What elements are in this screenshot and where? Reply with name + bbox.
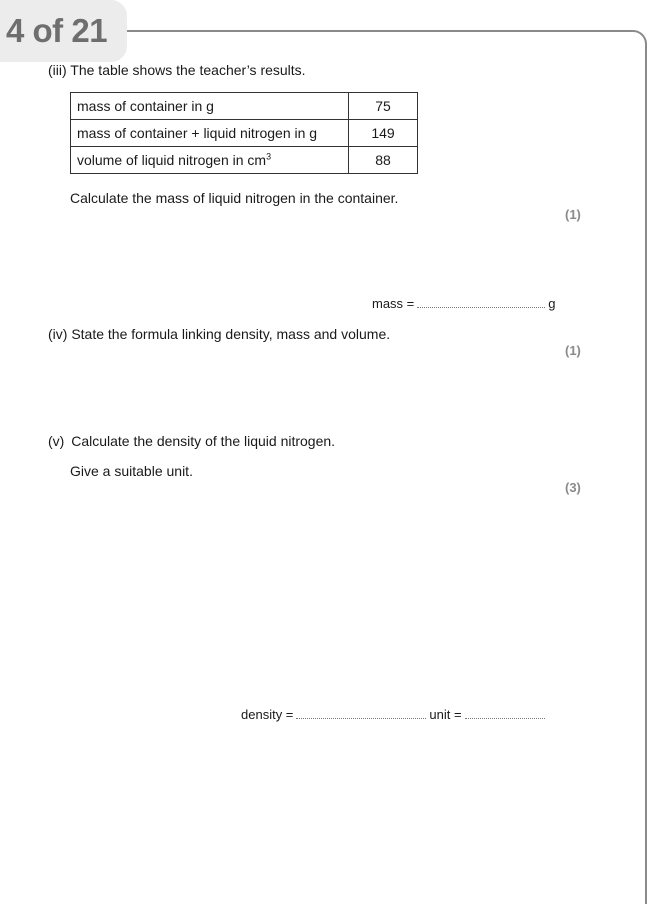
table-cell-value: 88 bbox=[349, 147, 418, 174]
part-v-marks: (3) bbox=[565, 480, 581, 495]
superscript-three: 3 bbox=[266, 151, 272, 162]
part-iv-question bbox=[48, 325, 390, 343]
mass-answer-line bbox=[372, 295, 556, 313]
unit-answer-field[interactable] bbox=[465, 717, 545, 719]
part-v-instruction: Give a suitable unit. bbox=[70, 463, 193, 479]
part-iv-question-text: State the formula linking density, mass and volume. bbox=[71, 326, 391, 342]
page-indicator: 4 of 21 bbox=[6, 12, 108, 49]
table-row bbox=[71, 120, 418, 147]
density-answer-line bbox=[241, 706, 548, 724]
table-cell-label bbox=[71, 147, 349, 174]
page-indicator-badge bbox=[0, 0, 127, 62]
part-iii-marks: (1) bbox=[565, 207, 581, 222]
density-answer-field[interactable] bbox=[296, 717, 426, 719]
table-cell-label-text: volume of liquid nitrogen in cm bbox=[77, 152, 267, 168]
density-answer-label: density = bbox=[241, 707, 294, 722]
part-iii-number: (iii) bbox=[48, 62, 67, 78]
table-cell-value: 75 bbox=[349, 93, 418, 120]
part-iii-intro-text: The table shows the teacher’s results. bbox=[70, 62, 306, 78]
part-iii-intro bbox=[48, 61, 306, 79]
table-cell-value: 149 bbox=[349, 120, 418, 147]
part-iv-number: (iv) bbox=[48, 326, 68, 342]
table-cell-label: mass of container + liquid nitrogen in g bbox=[71, 120, 349, 147]
table-row bbox=[71, 93, 418, 120]
part-iv-marks: (1) bbox=[565, 343, 581, 358]
mass-answer-field[interactable] bbox=[417, 306, 545, 308]
mass-answer-unit: g bbox=[548, 296, 556, 311]
part-v-question-text: Calculate the density of the liquid nitrogen. bbox=[71, 433, 336, 449]
table-cell-label: mass of container in g bbox=[71, 93, 349, 120]
part-iii-question: Calculate the mass of liquid nitrogen in the container. bbox=[70, 190, 399, 206]
unit-answer-label: unit = bbox=[429, 707, 462, 722]
table-row bbox=[71, 147, 418, 174]
results-table bbox=[70, 92, 418, 174]
mass-answer-label: mass = bbox=[372, 296, 415, 311]
part-v-number: (v) bbox=[48, 433, 65, 449]
part-v-question bbox=[48, 432, 335, 450]
